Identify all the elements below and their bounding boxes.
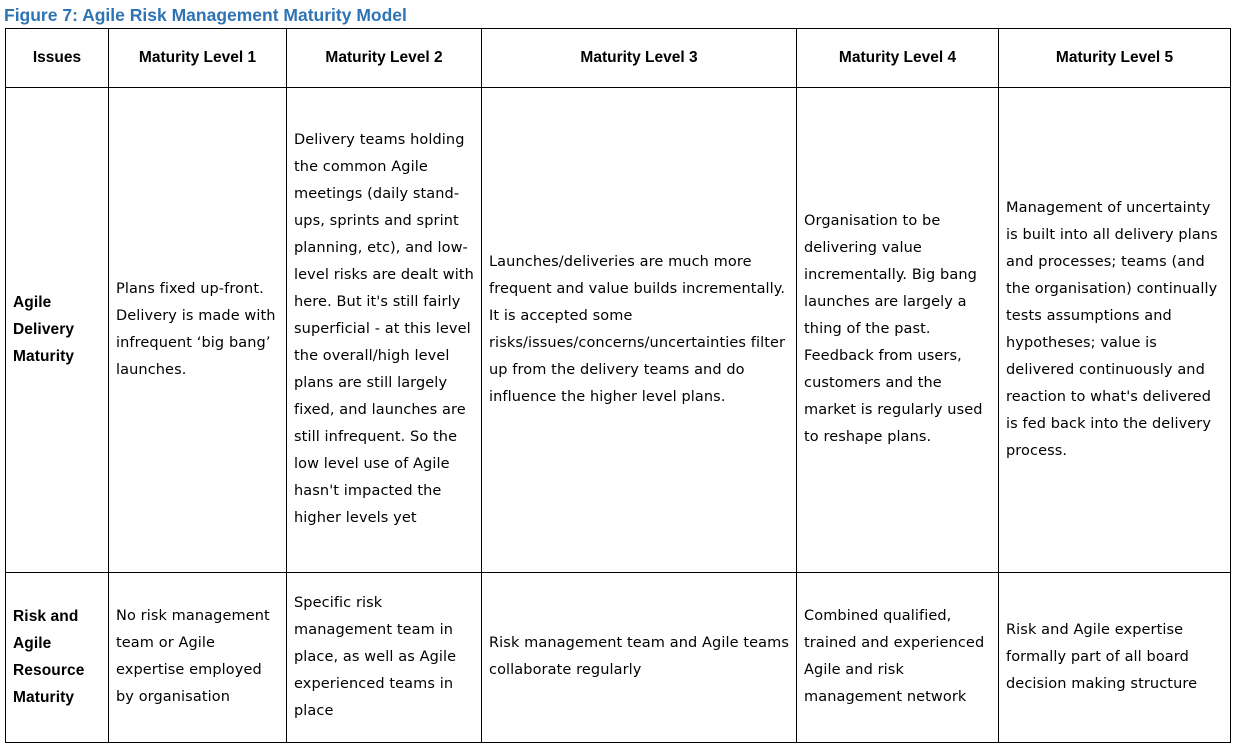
cell-delivery-level-5: Management of uncertainty is built into all delivery plans and processes; teams (and the organisation) continually tests assumptions and hypotheses; value is delivered continuously and reaction to what's delivered is fed back into the delivery process. [999, 88, 1231, 573]
cell-delivery-level-1: Plans fixed up-front. Delivery is made with infrequent ‘big bang’ launches. [109, 88, 287, 573]
header-maturity-level-4: Maturity Level 4 [797, 29, 999, 88]
cell-delivery-level-4: Organisation to be delivering value incrementally. Big bang launches are largely a thing of the past. Feedback from users, customers and the market is regularly used to reshape plans. [797, 88, 999, 573]
table-header-row [6, 29, 1231, 88]
cell-delivery-level-3: Launches/deliveries are much more frequent and value builds incrementally. It is accepted some risks/issues/concerns/uncertainties filter up from the delivery teams and do influence the higher level plans. [482, 88, 797, 573]
header-maturity-level-5: Maturity Level 5 [999, 29, 1231, 88]
header-maturity-level-3: Maturity Level 3 [482, 29, 797, 88]
cell-resource-level-4: Combined qualified, trained and experienced Agile and risk management network [797, 572, 999, 742]
table-row-agile-delivery-maturity [6, 88, 1231, 573]
cell-resource-level-5: Risk and Agile expertise formally part of all board decision making structure [999, 572, 1231, 742]
header-issues: Issues [6, 29, 109, 88]
cell-resource-level-2: Specific risk management team in place, as well as Agile experienced teams in place [287, 572, 482, 742]
table-row-risk-and-agile-resource-maturity [6, 572, 1231, 742]
maturity-model-table [5, 28, 1231, 743]
cell-delivery-level-2: Delivery teams holding the common Agile meetings (daily stand-ups, sprints and sprint planning, etc), and low-level risks are dealt with here. But it's still fairly superficial - at this level the overall/high level plans are still largely fixed, and launches are still infrequent. So the low level use of Agile hasn't impacted the higher levels yet [287, 88, 482, 573]
cell-resource-level-3: Risk management team and Agile teams collaborate regularly [482, 572, 797, 742]
header-maturity-level-2: Maturity Level 2 [287, 29, 482, 88]
issue-risk-and-agile-resource-maturity: Risk and Agile Resource Maturity [6, 572, 109, 742]
header-maturity-level-1: Maturity Level 1 [109, 29, 287, 88]
cell-resource-level-1: No risk management team or Agile expertise employed by organisation [109, 572, 287, 742]
figure-title: Figure 7: Agile Risk Management Maturity Model [4, 5, 407, 25]
issue-agile-delivery-maturity: Agile Delivery Maturity [6, 88, 109, 573]
